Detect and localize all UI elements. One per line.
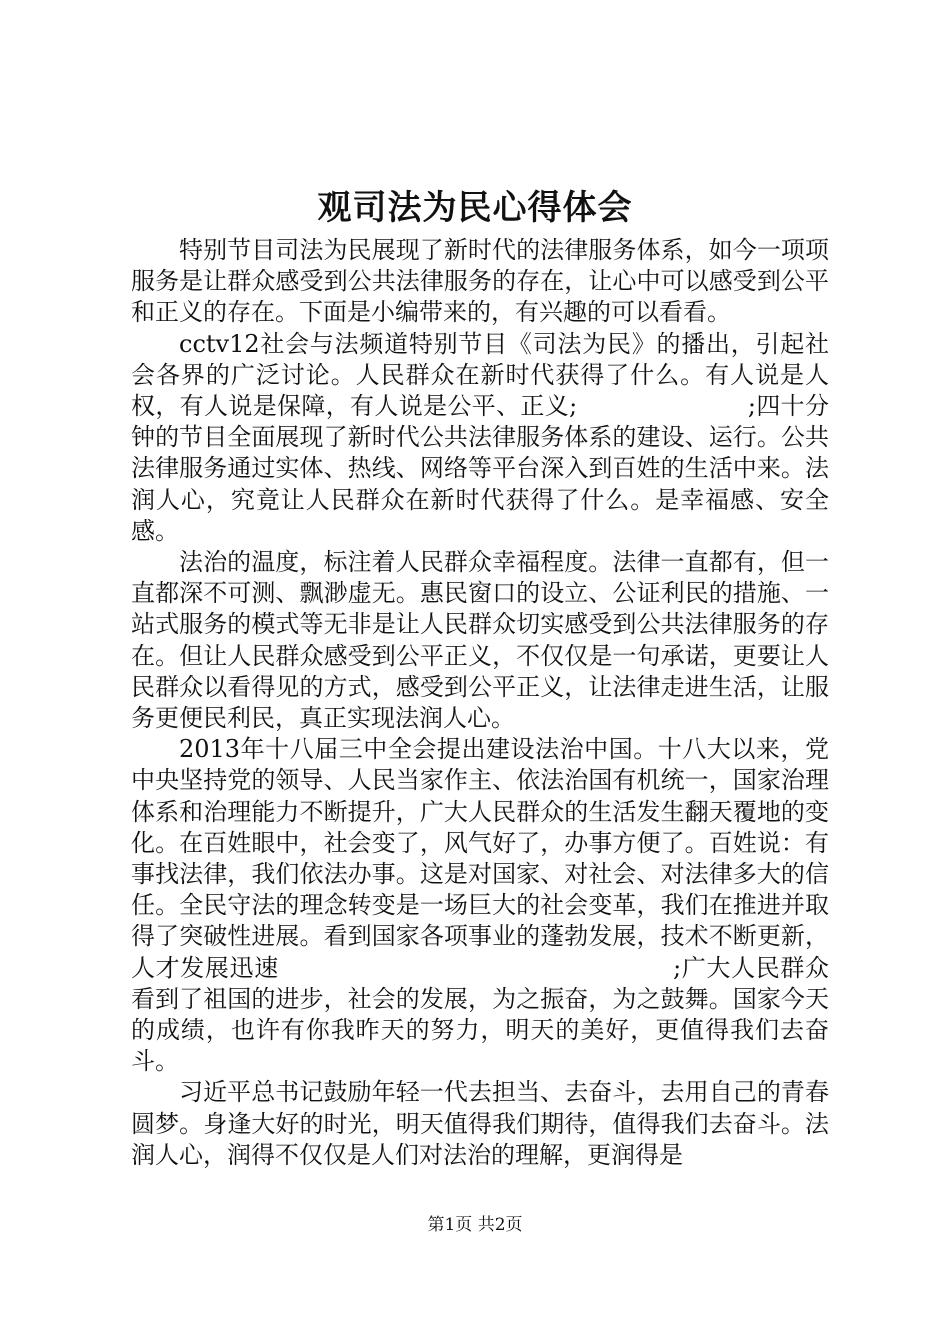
document-title: 观司法为民心得体会 [317, 188, 633, 228]
paragraph-intro: 特别节目司法为民展现了新时代的法律服务体系，如今一项项服务是让群众感受到公共法律服务的存在，让心中可以感受到公平和正义的存在。下面是小编带来的，有兴趣的可以看看。 [131, 236, 829, 327]
paragraph-program: cctv12社会与法频道特别节目《司法为民》的播出，引起社会各界的广泛讨论。人民群众在新时代获得了什么。有人说是人权，有人说是保障，有人说是公平、正义; ;四十分钟的节目全面展现了新时代公共法律服务体系的建设、运行。公共法律服务通过实体、热线、网络等平台深入到百姓的生活中来。法润人心，究竟让人民群众在新时代获得了什么。是幸福感、安全感。 [131, 329, 829, 545]
document-body [131, 235, 829, 1171]
page-footer: 第1页 共2页 [427, 1215, 523, 1235]
paragraph-rule-of-law-warmth: 法治的温度，标注着人民群众幸福程度。法律一直都有，但一直都深不可测、飘渺虚无。惠民窗口的设立、公证利民的措施、一站式服务的模式等无非是让人民群众切实感受到公共法律服务的存在。但让人民群众感受到公平正义，不仅仅是一句承诺，更要让人民群众以看得见的方式，感受到公平正义，让法律走进生活，让服务更便民利民，真正实现法润人心。 [131, 548, 829, 733]
paragraph-youth: 习近平总书记鼓励年轻一代去担当、去奋斗，去用自己的青春圆梦。身逢大好的时光，明天值得我们期待，值得我们去奋斗。法润人心，润得不仅仅是人们对法治的理解，更润得是 [131, 1078, 829, 1169]
paragraph-2013-plenum: 2013年十八届三中全会提出建设法治中国。十八大以来，党中央坚持党的领导、人民当家作主、依法治国有机统一，国家治理体系和治理能力不断提升，广大人民群众的生活发生翻天覆地的变化。在百姓眼中，社会变了，风气好了，办事方便了。百姓说：有事找法律，我们依法办事。这是对国家、对社会、对法律多大的信任。全民守法的理念转变是一场巨大的社会变革，我们在推进并取得了突破性进展。看到国家各项事业的蓬勃发展，技术不断更新，人才发展迅速 ;广大人民群众看到了祖国的进步，社会的发展，为之振奋，为之鼓舞。国家今天的成绩，也许有你我昨天的努力，明天的美好，更值得我们去奋斗。 [131, 735, 829, 1076]
